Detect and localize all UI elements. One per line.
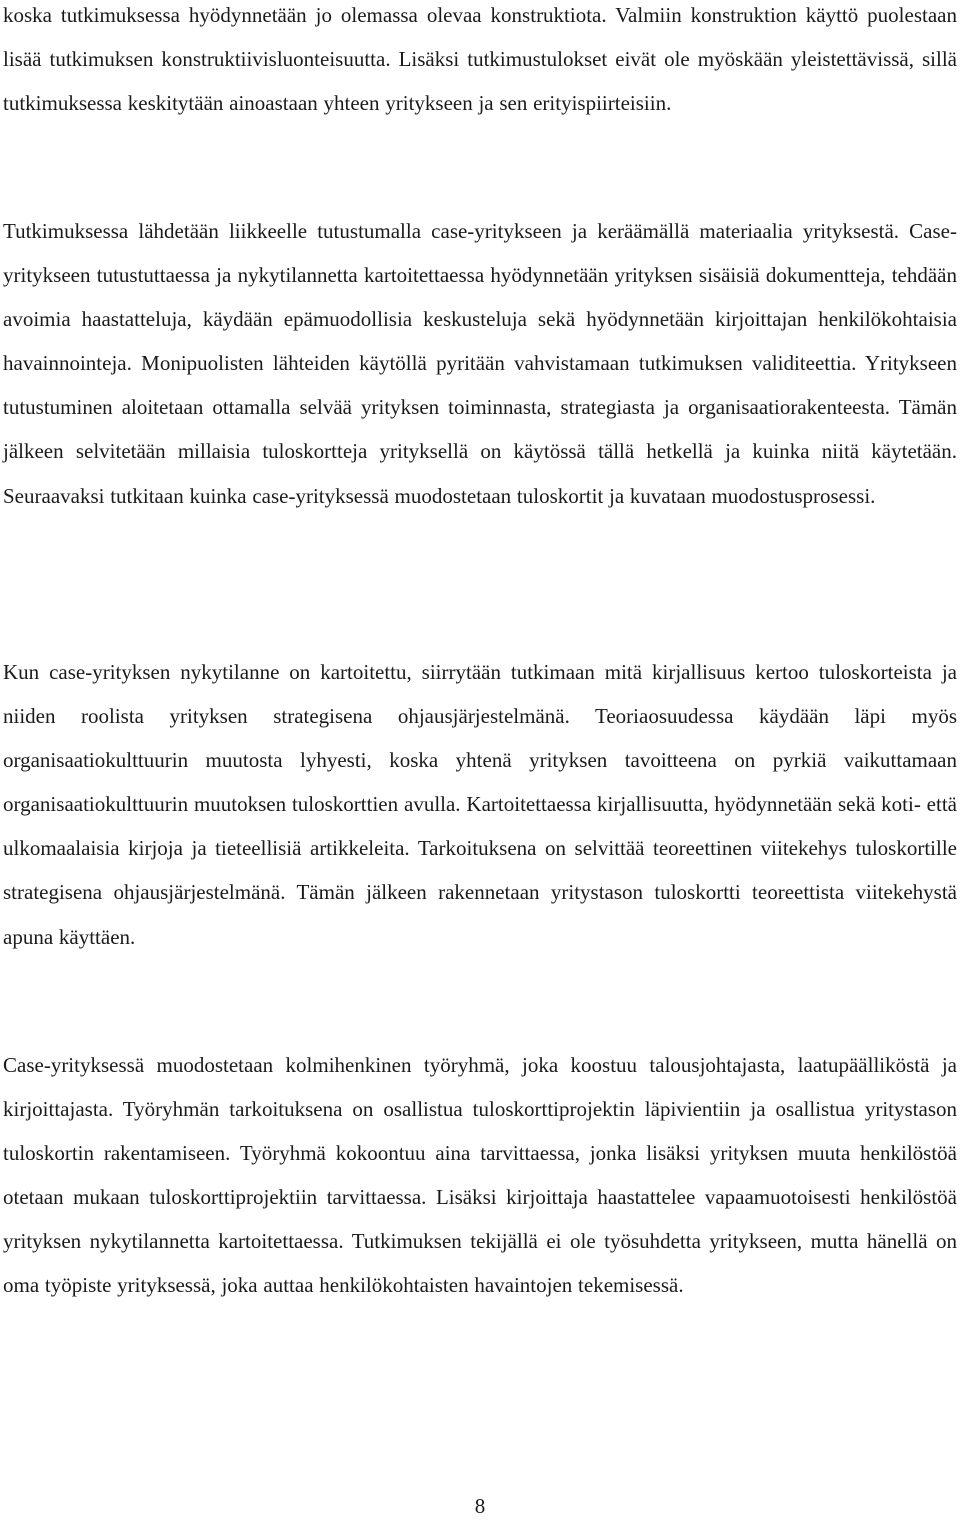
paragraph-4: Case-yrityksessä muodostetaan kolmihenkinen työryhmä, joka koostuu talousjohtajasta, laatupäälliköstä ja kirjoittajasta. Työryhmän tarkoituksena on osallistua tuloskorttiprojektin läpivientiin ja osallistua yritystason tuloskortin rakentamiseen. Työryhmä kokoontuu aina tarvittaessa, jonka lisäksi yrityksen muuta henkilöstöä otetaan mukaan tuloskorttiprojektiin tarvittaessa. Lisäksi kirjoittaja haastattelee vapaamuotoisesti henkilöstöä yrityksen nykytilannetta kartoitettaessa. Tutkimuksen tekijällä ei ole työsuhdetta yritykseen, mutta hänellä on oma työpiste yrityksessä, joka auttaa henkilökohtaisten havaintojen tekemisessä. — [3, 1053, 957, 1298]
paragraph-2: Tutkimuksessa lähdetään liikkeelle tutustumalla case-yritykseen ja keräämällä materiaalia yrityksestä. Case-yritykseen tutustuttaessa ja nykytilannetta kartoitettaessa hyödynnetään yrityksen sisäisiä dokumentteja, tehdään avoimia haastatteluja, käydään epämuodollisia keskusteluja sekä hyödynnetään kirjoittajan henkilökohtaisia havainnointeja. Monipuolisten lähteiden käytöllä pyritään vahvistamaan tutkimuksen validiteettia. Yritykseen tutustuminen aloitetaan ottamalla selvää yrityksen toiminnasta, strategiasta ja organisaatiorakenteesta. Tämän jälkeen selvitetään millaisia tuloskortteja yrityksellä on käytössä tällä hetkellä ja kuinka niitä käytetään. Seuraavaksi tutkitaan kuinka case-yrityksessä muodostetaan tuloskortit ja kuvataan muodostusprosessi. — [3, 219, 957, 508]
paragraph-1: koska tutkimuksessa hyödynnetään jo olemassa olevaa konstruktiota. Valmiin konstruktion käyttö puolestaan lisää tutkimuksen konstruktiivisluonteisuutta. Lisäksi tutkimustulokset eivät ole myöskään yleistettävissä, sillä tutkimuksessa keskitytään ainoastaan yhteen yritykseen ja sen erityispiirteisiin. — [3, 3, 957, 116]
page-number: 8 — [474, 1494, 486, 1518]
paragraph-3: Kun case-yrityksen nykytilanne on kartoitettu, siirrytään tutkimaan mitä kirjallisuus kertoo tuloskorteista ja niiden roolista yrityksen strategisena ohjausjärjestelmänä. Teoriaosuudessa käydään läpi myös organisaatiokulttuurin muutosta lyhyesti, koska yhtenä yrityksen tavoitteena on pyrkiä vaikuttamaan organisaatiokulttuurin muutoksen tuloskorttien avulla. Kartoitettaessa kirjallisuutta, hyödynnetään sekä koti- että ulkomaalaisia kirjoja ja tieteellisiä artikkeleita. Tarkoituksena on selvittää teoreettinen viitekehys tuloskortille strategisena ohjausjärjestelmänä. Tämän jälkeen rakennetaan yritystason tuloskortti teoreettista viitekehystä apuna käyttäen. — [3, 660, 957, 949]
